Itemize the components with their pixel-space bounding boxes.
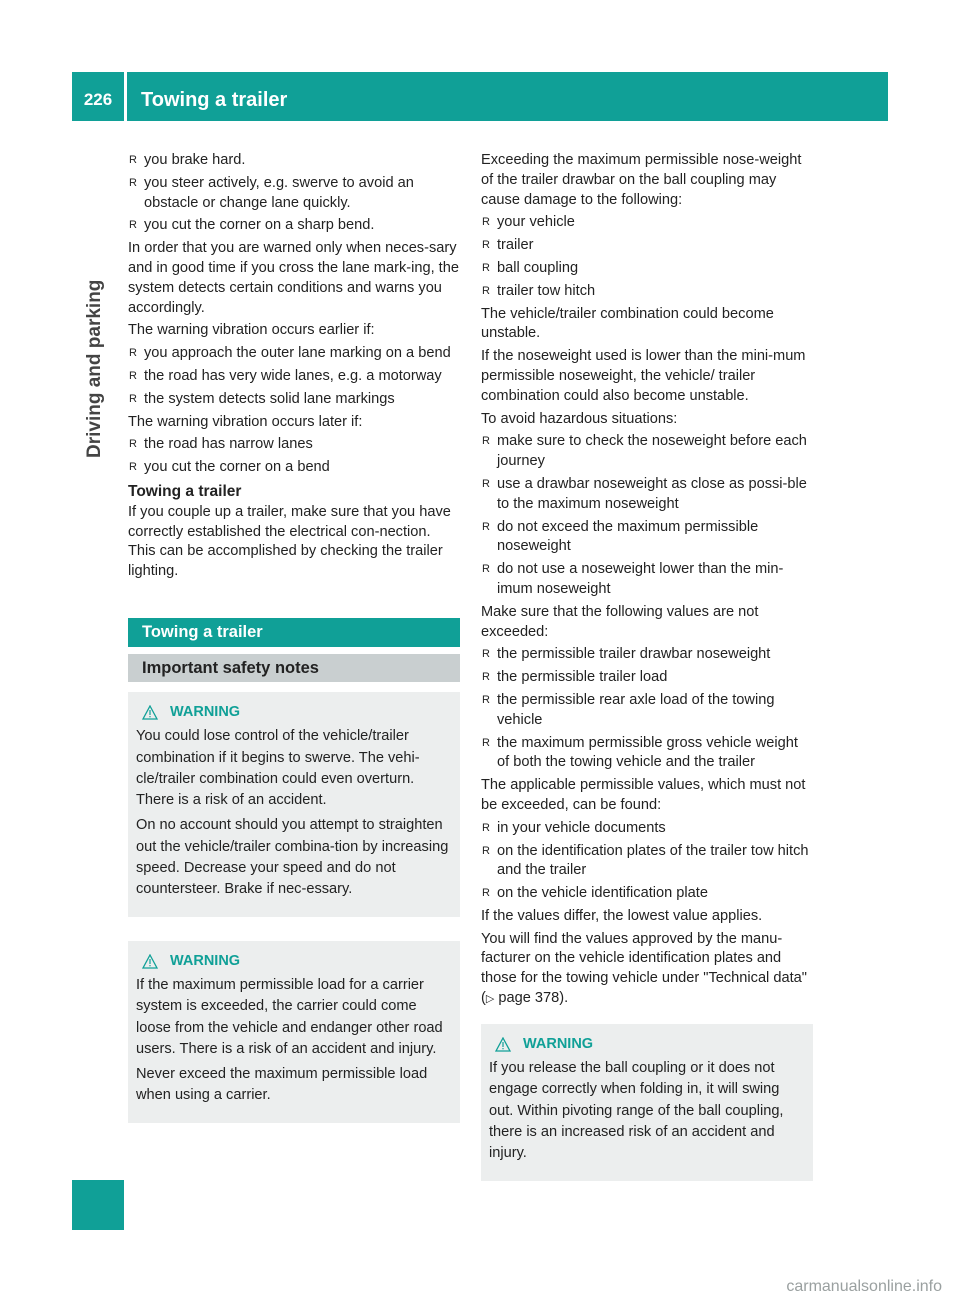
paragraph: The applicable permissible values, which must not be exceeded, can be found:: [481, 777, 806, 813]
bullet-R-icon: R: [482, 216, 490, 229]
bullet-R-icon: R: [482, 284, 490, 297]
warning-label: WARNING: [170, 952, 241, 969]
paragraph: If you couple up a trailer, make sure that you have correctly established the electrical con-nection. This can be accomplished by checking the trailer lighting.: [128, 503, 451, 580]
list-item: R your vehicle: [481, 213, 813, 233]
list-item: R on the vehicle identification plate: [481, 884, 813, 904]
list-item: R on the identification plates of the trailer tow hitch and the trailer: [482, 842, 809, 879]
paragraph: The warning vibration occurs earlier if:: [128, 322, 375, 339]
watermark: carmanualsonline.info: [786, 1278, 942, 1295]
warning-box: [128, 692, 460, 917]
bullet-R-icon: R: [482, 477, 490, 490]
warning-triangle-icon: [142, 954, 158, 969]
bullet-R-icon: R: [482, 693, 490, 706]
bullet-R-icon: R: [482, 239, 490, 252]
right-column: [481, 151, 813, 1181]
list-item: R you approach the outer lane marking on a bend: [128, 344, 460, 364]
bullet-R-icon: R: [129, 219, 137, 232]
paragraph: You will find the values approved by the manu-facturer on the vehicle identification plates and those for the towing vehicle under "Technical data" (▷ page 378).: [481, 930, 807, 1007]
bullet-R-icon: R: [129, 369, 137, 382]
list-item: R the permissible trailer drawbar noseweight: [481, 645, 813, 665]
list-item: R the maximum permissible gross vehicle weight of both the towing vehicle and the trailer: [482, 734, 798, 771]
bullet-R-icon: R: [482, 520, 490, 533]
bullet-list: [481, 432, 813, 599]
bullet-R-icon: R: [482, 563, 490, 576]
list-item: R you brake hard.: [128, 151, 460, 171]
bullet-R-icon: R: [482, 648, 490, 661]
warning-header: [136, 951, 452, 972]
paragraph: If the noseweight used is lower than the mini-mum permissible noseweight, the vehicle/ trailer combination could also become unstable.: [481, 348, 806, 404]
list-item: R in your vehicle documents: [481, 819, 813, 839]
list-item: R trailer: [481, 236, 813, 256]
subheading: Towing a trailer: [128, 482, 242, 500]
warning-label: WARNING: [170, 703, 241, 720]
warning-text: You could lose control of the vehicle/trailer combination if it begins to swerve. The vehi-cle/trailer combination could even overturn. There is a risk of an accident.: [136, 728, 420, 809]
bullet-R-icon: R: [129, 176, 137, 189]
warning-text: Never exceed the maximum permissible load when using a carrier.: [136, 1066, 428, 1104]
side-chapter-label: [80, 279, 110, 488]
list-item: R trailer tow hitch: [481, 282, 813, 302]
list-item: R you cut the corner on a sharp bend.: [128, 216, 460, 236]
header-title: Towing a trailer: [141, 89, 288, 111]
list-item: R the road has narrow lanes: [128, 435, 460, 455]
bullet-R-icon: R: [129, 461, 137, 474]
list-item: R the system detects solid lane markings: [128, 390, 460, 410]
section-title: Towing a trailer: [128, 618, 460, 647]
bullet-R-icon: R: [129, 347, 137, 360]
bullet-R-icon: R: [482, 736, 490, 749]
paragraph: Exceeding the maximum permissible nose-weight of the trailer drawbar on the ball coupling may cause damage to the following:: [481, 152, 802, 208]
page-reference-link[interactable]: page 378).: [498, 990, 569, 1007]
header-divider: [124, 72, 127, 121]
page-reference-arrow-icon: ▷: [485, 993, 495, 1006]
bullet-R-icon: R: [129, 154, 137, 166]
warning-box: [481, 1024, 813, 1181]
list-item: R do not exceed the maximum permissible noseweight: [482, 518, 759, 555]
bullet-R-icon: R: [482, 887, 490, 900]
bullet-R-icon: R: [482, 435, 490, 448]
paragraph: To avoid hazardous situations:: [481, 410, 678, 427]
subsection-title: Important safety notes: [128, 654, 460, 682]
side-chapter-label-text: Driving and parking: [84, 279, 105, 458]
paragraph: The vehicle/trailer combination could become unstable.: [481, 305, 774, 342]
paragraph: The warning vibration occurs later if:: [128, 413, 363, 430]
page-number: 226: [83, 90, 113, 109]
warning-text: If you release the ball coupling or it does not engage correctly when folding in, it will swing out. Within pivoting range of the ball coupling, there is an increased risk of an accident and injury.: [489, 1060, 784, 1162]
bullet-list: [128, 435, 460, 478]
bullet-R-icon: R: [482, 261, 490, 274]
warning-header: [136, 702, 452, 723]
bullet-list: [128, 151, 460, 236]
list-item: R you steer actively, e.g. swerve to avoid an obstacle or change lane quickly.: [129, 174, 414, 211]
bullet-R-icon: R: [129, 392, 137, 405]
bullet-R-icon: R: [482, 821, 490, 834]
list-item: R the permissible trailer load: [481, 668, 813, 688]
list-item: R use a drawbar noseweight as close as possi-ble to the maximum noseweight: [482, 475, 807, 512]
bullet-list: [481, 819, 813, 904]
paragraph: In order that you are warned only when neces-sary and in good time if you cross the lane mark-ing, the system detects certain conditions and warns you accordingly.: [128, 240, 459, 316]
warning-box: [128, 941, 460, 1123]
warning-triangle-icon: [142, 705, 158, 720]
bullet-list: [481, 645, 813, 773]
bullet-R-icon: R: [482, 844, 490, 857]
list-item: R the permissible rear axle load of the towing vehicle: [482, 691, 775, 728]
list-item: R ball coupling: [481, 259, 813, 279]
paragraph: Make sure that the following values are not exceeded:: [481, 603, 759, 640]
list-item: R the road has very wide lanes, e.g. a motorway: [128, 367, 460, 387]
bullet-list: [128, 344, 460, 409]
warning-text: On no account should you attempt to straighten out the vehicle/trailer combina-tion by increasing speed. Decrease your speed and do not countersteer. Brake if nec-essary.: [136, 817, 449, 898]
paragraph: If the values differ, the lowest value applies.: [481, 907, 763, 924]
warning-triangle-icon: [495, 1037, 511, 1052]
bullet-list: [481, 213, 813, 301]
list-item: R you cut the corner on a bend: [128, 458, 460, 478]
warning-header: [489, 1034, 805, 1055]
left-column: [128, 151, 460, 1123]
bullet-R-icon: R: [482, 671, 490, 684]
list-item: R make sure to check the noseweight before each journey: [482, 433, 807, 470]
warning-text: If the maximum permissible load for a carrier system is exceeded, the carrier could come loose from the vehicle and endanger other road users. There is a risk of an accident and injury.: [136, 976, 443, 1057]
side-chapter-tab: [72, 1180, 124, 1230]
list-item: R do not use a noseweight lower than the min-imum noseweight: [482, 561, 784, 597]
bullet-R-icon: R: [129, 438, 137, 451]
warning-label: WARNING: [523, 1035, 594, 1052]
